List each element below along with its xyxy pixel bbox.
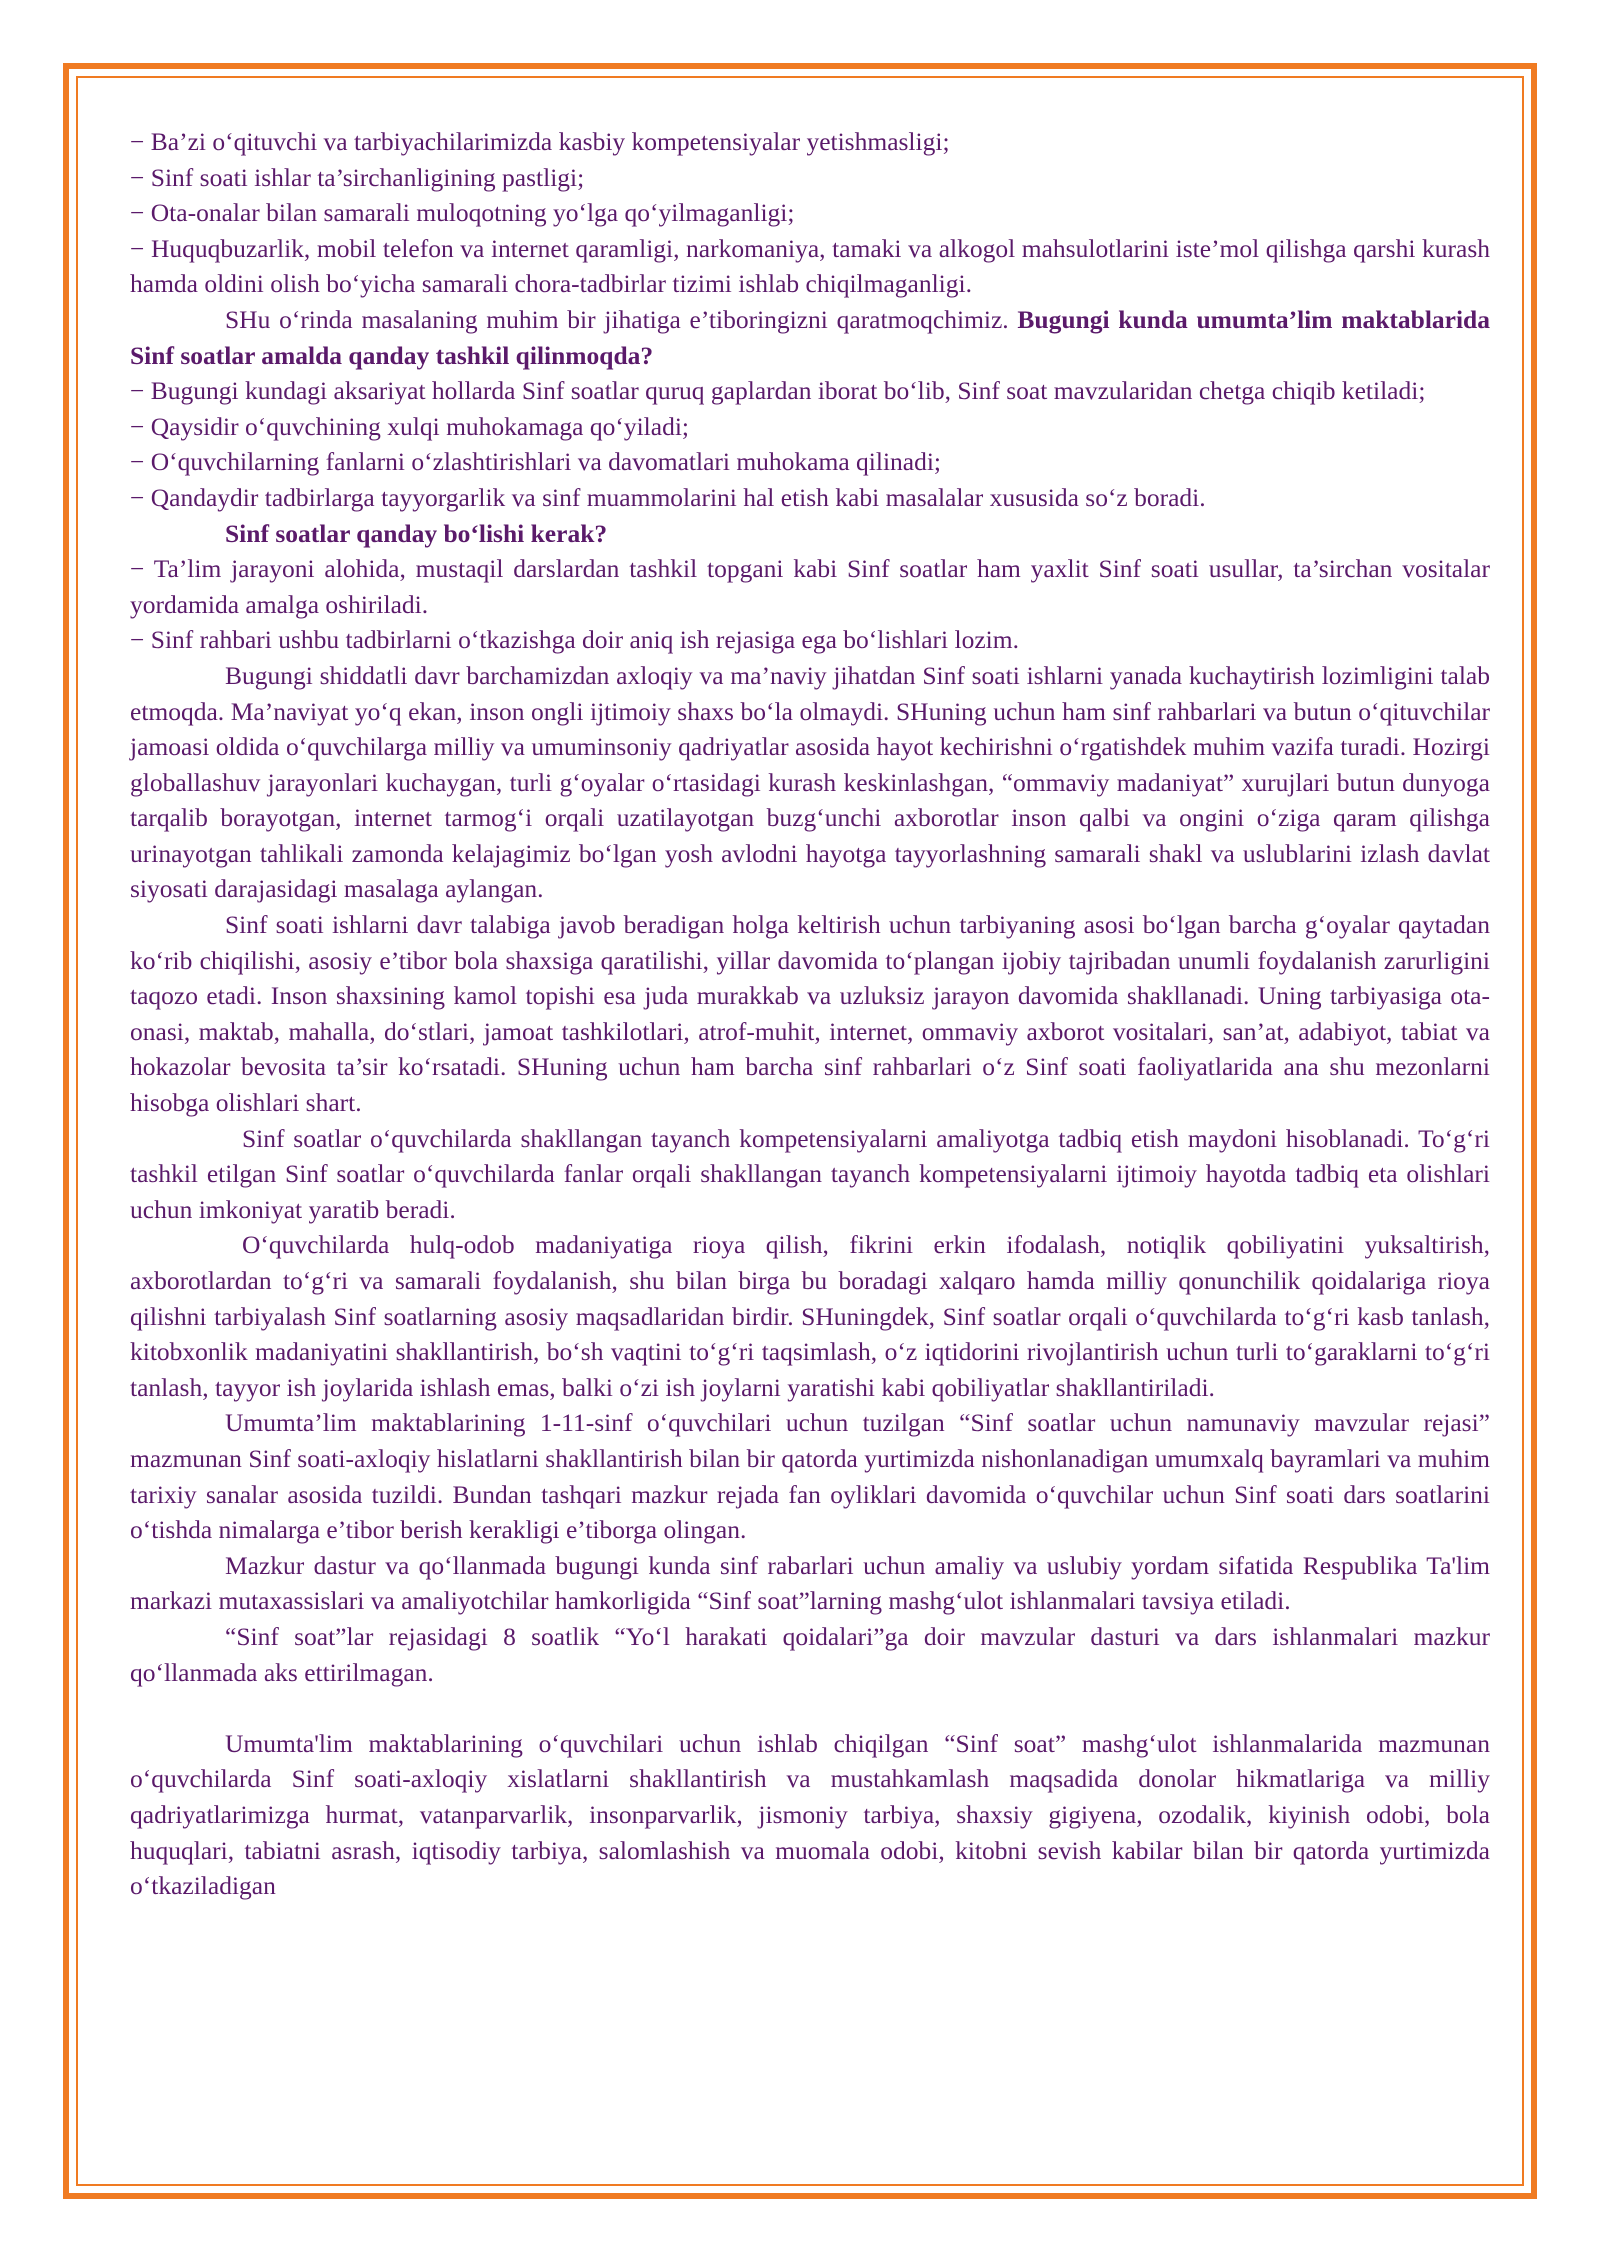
paragraph-text: SHu o‘rinda masalaning muhim bir jihatiga e’tiboringizni qaratmoqchimiz.: [225, 304, 1018, 334]
list-item: − Ba’zi o‘qituvchi va tarbiyachilarimizda kasbiy kompetensiyalar yetishmasligi;: [130, 127, 950, 156]
paragraph: Umumta'lim maktablarining o‘quvchilari uchun ishlab chiqilgan “Sinf soat” mashg‘ulot ishlanmalarida mazmunan o‘quvchilarda Sinf soati-axloqiy xislatlarni shakllantirish va mustahkamlash maqsadida donolar hikmatlariga va milliy qadriyatlarimizga hurmat, vatanparvarlik, insonparvarlik, jismoniy tarbiya, shaxsiy gigiyena, ozodalik, kiyinish odobi, bola huquqlari, tabiatni asrash, iqtisodiy tarbiya, salomlashish va muomala odobi, kitobni sevish kabilar bilan bir qatorda yurtimizda o‘tkaziladigan: [130, 1728, 1490, 1901]
paragraph: “Sinf soat”lar rejasidagi 8 soatlik “Yo‘l harakati qoidalari”ga doir mavzular dasturi va dars ishlanmalari mazkur qo‘llanmada aks ettirilmagan.: [130, 1621, 1490, 1687]
question-heading: Bugungi kunda umumta’lim maktablarida Sinf soatlar amalda qanday tashkil qilinmoqda?: [130, 304, 1490, 370]
list-item: − Sinf rahbari ushbu tadbirlarni o‘tkazishga doir aniq ish rejasiga ega bo‘lishlari lozim.: [130, 625, 1019, 655]
paragraph: O‘quvchilarda hulq-odob madaniyatiga rioya qilish, fikrini erkin ifodalash, notiqlik qobiliyatini yuksaltirish, axborotlardan to‘g‘ri va samarali foydalanish, shu bilan birga bu boradagi xalqaro hamda milliy qonunchilik qoidalariga rioya qilishni tarbiyalash Sinf soatlarning asosiy maqsadlaridan birdir. SHuningdek, Sinf soatlar orqali o‘quvchilarda to‘g‘ri kasb tanlash, kitobxonlik madaniyatini shakllantirish, bo‘sh vaqtini to‘g‘ri taqsimlash, o‘z iqtidorini rivojlantirish uchun turli to‘garaklarni to‘g‘ri tanlash, tayyor ish joylarida ishlash emas, balki o‘zi ish joylarni yaratishi kabi qobiliyatlar shakllantiriladi.: [130, 1230, 1490, 1402]
paragraph: Umumta’lim maktablarining 1-11-sinf o‘quvchilari uchun tuzilgan “Sinf soatlar uchun namunaviy mavzular rejasi” mazmunan Sinf soati-axloqiy hislatlarni shakllantirish bilan bir qatorda yurtimizda nishonlanadigan umumxalq bayramlari va muhim tarixiy sanalar asosida tuzildi. Bundan tashqari mazkur rejada fan oyliklari davomida o‘quvchilar uchun Sinf soati dars soatlarini o‘tishda nimalarga e’tibor berish kerakligi e’tiborga olingan.: [130, 1408, 1490, 1545]
paragraph: Bugungi shiddatli davr barchamizdan axloqiy va ma’naviy jihatdan Sinf soati ishlarni yanada kuchaytirish lozimligini talab etmoqda. Ma’naviyat yo‘q ekan, inson ongli ijtimoiy shaxs bo‘la olmaydi. SHuning uchun ham sinf rahbarlari va butun o‘qituvchilar jamoasi oldida o‘quvchilarga milliy va umuminsoniy qadriyatlar asosida hayot kechirishni o‘rgatishdek muhim vazifa turadi. Hozirgi globallashuv jarayonlari kuchaygan, turli g‘oyalar o‘rtasidagi kurash keskinlashgan, “ommaviy madaniyat” xurujlari butun dunyoga tarqalib borayotgan, internet tarmog‘i orqali uzatilayotgan buzg‘unchi axborotlar inson qalbi va ongini o‘ziga qaram qilishga urinayotgan tahlikali zamonda kelajagimiz bo‘lgan yosh avlodni hayotga tayyorlashning samarali shakl va uslublarini izlash davlat siyosati darajasidagi masalaga aylangan.: [130, 660, 1490, 904]
paragraph: Sinf soatlar o‘quvchilarda shakllangan tayanch kompetensiyalarni amaliyotga tadbiq etish maydoni hisoblanadi. To‘g‘ri tashkil etilgan Sinf soatlar o‘quvchilarda fanlar orqali shakllangan tayanch kompetensiyalarni ijtimoiy hayotda tadbiq eta olishlari uchun imkoniyat yaratib beradi.: [130, 1123, 1490, 1224]
list-item: − Ota-onalar bilan samarali muloqotning yo‘lga qo‘yilmaganligi;: [130, 198, 795, 228]
list-item: − Qaysidir o‘quvchining xulqi muhokamaga qo‘yiladi;: [130, 411, 689, 441]
paragraph: [130, 302, 1490, 373]
list-item: − Ta’lim jarayoni alohida, mustaqil darslardan tashkil topgani kabi Sinf soatlar ham yaxlit Sinf soati usullar, ta’sirchan vositalar yordamida amalga oshiriladi.: [130, 554, 1490, 619]
list-item: − Sinf soati ishlar ta’sirchanligining pastligi;: [130, 162, 585, 192]
blank-line: [130, 1690, 1490, 1726]
section-heading: Sinf soatlar qanday bo‘lishi kerak?: [225, 518, 608, 548]
list-item: − Bugungi kundagi aksariyat hollarda Sinf soatlar quruq gaplardan iborat bo‘lib, Sinf soat mavzularidan chetga chiqib ketiladi;: [130, 376, 1426, 406]
list-item: − Huquqbuzarlik, mobil telefon va internet qaramligi, narkomaniya, tamaki va alkogol mahsulotlarini iste’mol qilishga qarshi kurash hamda oldini olish bo‘yicha samarali chora-tadbirlar tizimi ishlab chiqilmaganligi.: [130, 233, 1490, 299]
paragraph: Sinf soati ishlarni davr talabiga javob beradigan holga keltirish uchun tarbiyaning asosi bo‘lgan barcha g‘oyalar qaytadan ko‘rib chiqilishi, asosiy e’tibor bola shaxsiga qaratilishi, yillar davomida to‘plangan ijobiy tajribadan unumli foydalanish zarurligini taqozo etadi. Inson shaxsining kamol topishi esa juda murakkab va uzluksiz jarayon davomida shakllanadi. Uning tarbiyasiga ota-onasi, maktab, mahalla, do‘stlari, jamoat tashkilotlari, atrof-muhit, internet, ommaviy axborot vositalari, san’at, adabiyot, tabiat va hokazolar bevosita ta’sir ko‘rsatadi. SHuning uchun ham barcha sinf rahbarlari o‘z Sinf soati faoliyatlarida ana shu mezonlarni hisobga olishlari shart.: [130, 910, 1490, 1118]
paragraph: Mazkur dastur va qo‘llanmada bugungi kunda sinf rabarlari uchun amaliy va uslubiy yordam sifatida Respublika Ta'lim markazi mutaxassislari va amaliyotchilar hamkorligida “Sinf soat”larning mashg‘ulot ishlanmalari tavsiya etiladi.: [130, 1550, 1490, 1616]
document-body: [130, 124, 1490, 1904]
list-item: − Qandaydir tadbirlarga tayyorgarlik va sinf muammolarini hal etish kabi masalalar xususida so‘z boradi.: [130, 482, 1206, 512]
list-item: − O‘quvchilarning fanlarni o‘zlashtirishlari va davomatlari muhokama qilinadi;: [130, 447, 942, 477]
